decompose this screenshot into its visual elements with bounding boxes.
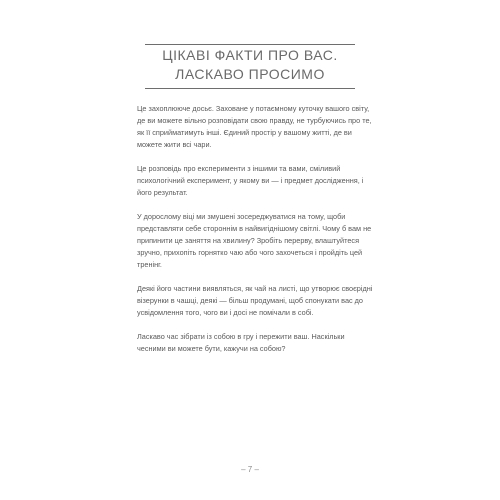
paragraph-1: Це захоплююче досьє. Заховане у потаємному куточку вашого світу, де ви можете вільно розповідати свою правду, не турбуючись про те, як її сприйматимуть інші. Єдиний простір у вашому житті, де ви можете жити всі чари. xyxy=(137,104,372,149)
title-top-rule xyxy=(145,44,355,45)
title-bottom-rule xyxy=(145,88,355,89)
paragraph-2: Це розповідь про експерименти з іншими та вами, сміливий психологічний експеримент, у якому ви — і предмет дослідження, і його результат. xyxy=(137,164,364,197)
body-text xyxy=(137,103,375,367)
paragraph-5: Ласкаво час зібрати із собою в гру і пережити ваш. Наскільки чесними ви можете бути, кажучи на собою? xyxy=(137,332,345,353)
page-number: – 7 – xyxy=(241,465,259,474)
page-title xyxy=(145,46,355,84)
title-line-1: ЦІКАВІ ФАКТИ ПРО ВАС. xyxy=(162,47,338,63)
title-line-2: ЛАСКАВО ПРОСИМО xyxy=(175,66,325,82)
paragraph-3: У дорослому віці ми змушені зосереджуватися на тому, щоби представляти себе стороннім в найвигіднішому світлі. Чому б вам не припинити це заняття на хвилину? Зробіть перерву, влаштуйтеся зручно, прихопіть горнятко чаю або чого захочеться і пройдіть цей тренінг. xyxy=(137,212,372,269)
paragraph-4: Деякі його частини виявляться, як чай на листі, що утворює своєрідні візерунки в чашці, деякі — більш продумані, щоб спонукати вас до усвідомлення того, чого ви і досі не помічали в собі. xyxy=(137,284,373,317)
